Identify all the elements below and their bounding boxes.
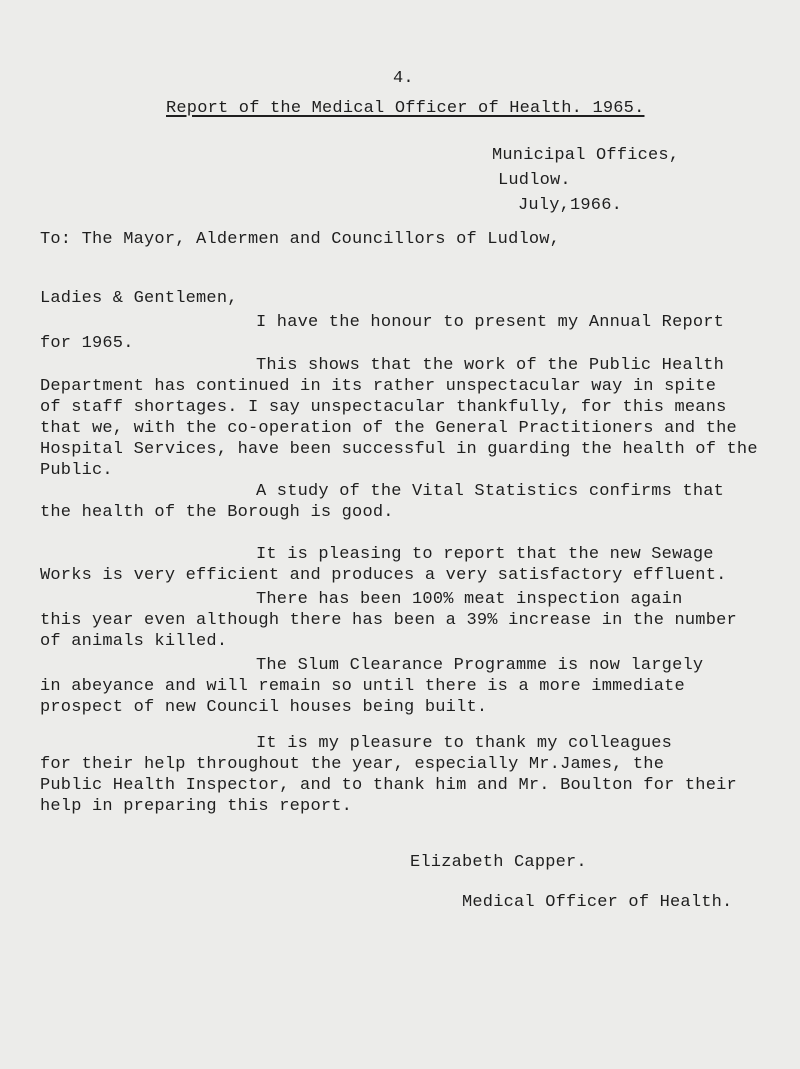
paragraph-7-line-2: for their help throughout the year, especially Mr.James, the [40, 755, 665, 774]
paragraph-2-line-4: that we, with the co-operation of the General Practitioners and the [40, 419, 737, 438]
paragraph-6-line-1: The Slum Clearance Programme is now largely [256, 656, 704, 675]
paragraph-2-line-6: Public. [40, 461, 113, 480]
paragraph-2-line-5: Hospital Services, have been successful in guarding the health of the [40, 440, 758, 459]
paragraph-6-line-3: prospect of new Council houses being built. [40, 698, 488, 717]
salutation: Ladies & Gentlemen, [40, 289, 238, 308]
address-line-3: July,1966. [518, 196, 623, 215]
paragraph-4-line-1: It is pleasing to report that the new Sewage [256, 545, 714, 564]
paragraph-1-line-2: for 1965. [40, 334, 134, 353]
paragraph-3-line-1: A study of the Vital Statistics confirms that [256, 482, 725, 501]
paragraph-6-line-2: in abeyance and will remain so until there is a more immediate [40, 677, 685, 696]
paragraph-5-line-2: this year even although there has been a 39% increase in the number [40, 611, 737, 630]
paragraph-7-line-1: It is my pleasure to thank my colleagues [256, 734, 673, 753]
addressee: To: The Mayor, Aldermen and Councillors of Ludlow, [40, 230, 561, 249]
report-title: Report of the Medical Officer of Health. 1965. [166, 99, 645, 118]
paragraph-7-line-4: help in preparing this report. [40, 797, 353, 816]
paragraph-4-line-2: Works is very efficient and produces a very satisfactory effluent. [40, 566, 727, 585]
address-line-2: Ludlow. [498, 171, 571, 190]
paragraph-5-line-3: of animals killed. [40, 632, 228, 651]
paragraph-2-line-1: This shows that the work of the Public Health [256, 356, 725, 375]
paragraph-1-line-1: I have the honour to present my Annual Report [256, 313, 725, 332]
paragraph-3-line-2: the health of the Borough is good. [40, 503, 394, 522]
signature-role: Medical Officer of Health. [462, 893, 733, 912]
page-number: 4. [393, 69, 414, 88]
address-line-1: Municipal Offices, [492, 146, 680, 165]
paragraph-2-line-3: of staff shortages. I say unspectacular thankfully, for this means [40, 398, 727, 417]
signature-name: Elizabeth Capper. [410, 853, 587, 872]
paragraph-5-line-1: There has been 100% meat inspection again [256, 590, 683, 609]
paragraph-7-line-3: Public Health Inspector, and to thank him and Mr. Boulton for their [40, 776, 737, 795]
paragraph-2-line-2: Department has continued in its rather unspectacular way in spite [40, 377, 717, 396]
